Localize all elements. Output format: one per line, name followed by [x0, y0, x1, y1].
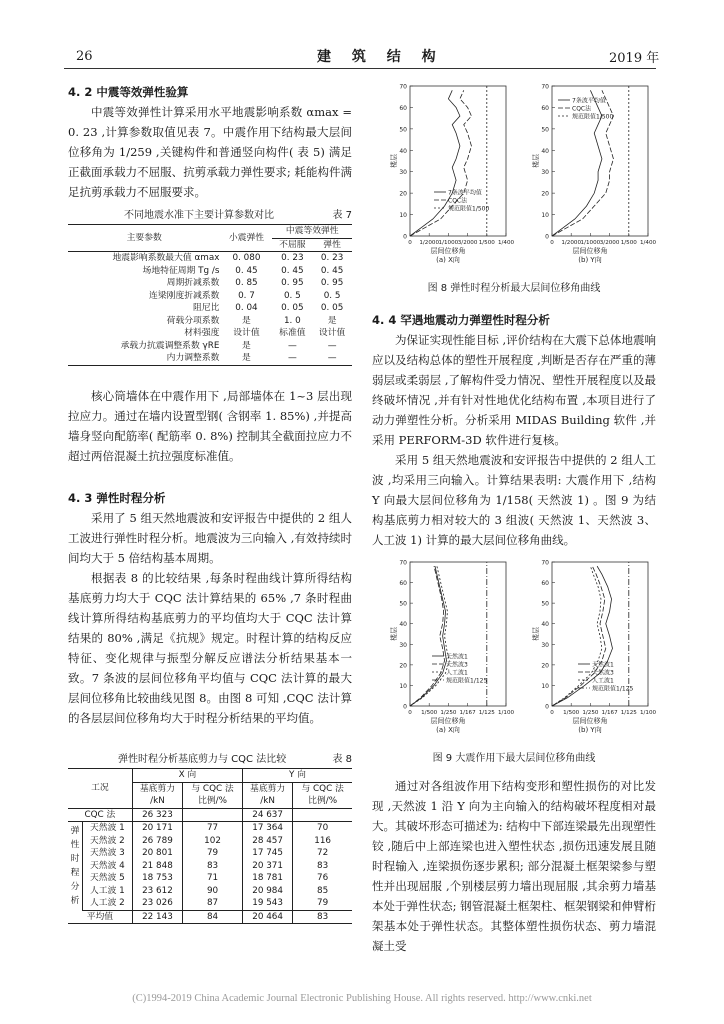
- table-8: [68, 750, 352, 924]
- table-cell: 1. 0: [283, 315, 301, 326]
- x-tick-label: 1/1000: [580, 240, 601, 246]
- table-cell: 承载力抗震调整系数 γRE: [120, 340, 220, 351]
- y-tick-label: 20: [541, 662, 549, 670]
- x-tick-label: 1/400: [497, 240, 515, 246]
- table-cell: 天然波 4: [83, 860, 133, 873]
- table-row: [68, 822, 352, 835]
- table-cell: 90: [183, 885, 243, 898]
- subfigure-label: (a) X向: [436, 256, 460, 264]
- table-row: [68, 897, 352, 910]
- table-row: [68, 252, 352, 265]
- y-tick-label: 50: [399, 126, 407, 134]
- table-cell: 0. 45: [235, 265, 258, 276]
- section-4-4-cont: [372, 776, 656, 956]
- figure-caption: 图 8 弹性时程分析最大层间位移角曲线: [427, 283, 601, 294]
- table-cell: 26 323: [132, 808, 182, 822]
- col-header: 小震弹性: [220, 225, 272, 252]
- table-cell: 83: [317, 911, 329, 922]
- table-cell: 20 464: [242, 910, 292, 924]
- table-cell: 17 364: [242, 822, 292, 835]
- x-tick-label: 1/125: [478, 710, 495, 716]
- series-line: [410, 90, 471, 236]
- col-header: 主要参数: [68, 225, 220, 252]
- table-cell: 116: [314, 835, 332, 846]
- x-tick-label: 0: [408, 710, 412, 716]
- col-header: 弹性: [312, 238, 352, 252]
- table-cell: 0. 05: [281, 303, 304, 314]
- y-tick-label: 10: [399, 212, 407, 220]
- section-heading: 4. 4 罕遇地震动力弹塑性时程分析: [372, 313, 550, 327]
- x-tick-label: 0: [408, 240, 412, 246]
- y-tick-label: 20: [399, 662, 407, 670]
- x-tick-label: 1/500: [478, 240, 495, 246]
- series-line: [410, 566, 446, 706]
- figure-9-chart: [372, 556, 656, 741]
- col-header: 比例/%: [293, 795, 352, 808]
- y-tick-label: 50: [541, 600, 549, 608]
- y-tick-label: 0: [403, 703, 407, 711]
- chart-panel: [531, 560, 656, 735]
- table-cell: 人工波 1: [83, 885, 133, 898]
- series-line: [410, 566, 445, 706]
- legend-label: CQC法: [448, 197, 468, 205]
- table-cell: 天然波 1: [83, 822, 133, 835]
- x-tick-label: 1/500: [421, 710, 438, 716]
- subfigure-label: (a) X向: [436, 726, 460, 734]
- x-tick-label: 0: [550, 710, 554, 716]
- table-label: 表 7: [332, 210, 352, 221]
- y-tick-label: 20: [541, 190, 549, 198]
- y-axis-label: 楼层: [532, 627, 540, 641]
- table-row: [68, 265, 352, 278]
- section-4-4: [372, 310, 656, 550]
- y-axis-label: 楼层: [390, 627, 398, 641]
- table-label: 表 8: [332, 754, 352, 765]
- table-cell: 内力调整系数: [166, 353, 220, 364]
- figure-8-chart: [372, 80, 656, 275]
- table-cell: 24 637: [242, 808, 292, 822]
- table-cell: 设计值: [233, 328, 260, 339]
- table-row: [68, 847, 352, 860]
- table-row: [68, 290, 352, 303]
- table-cell: 地震影响系数最大值 αmax: [112, 253, 220, 264]
- y-tick-label: 30: [399, 641, 407, 649]
- plot-frame: [410, 86, 506, 236]
- table-cell: 0. 45: [320, 265, 344, 276]
- table-cell: 22 143: [132, 910, 182, 924]
- table-cell: 荷载分项系数: [166, 315, 220, 326]
- col-header: /kN: [242, 795, 292, 808]
- y-tick-label: 0: [545, 703, 549, 711]
- y-tick-label: 70: [541, 559, 549, 567]
- journal-title: 建 筑 结 构: [317, 49, 444, 65]
- y-tick-label: 60: [399, 580, 407, 588]
- section-heading: 4. 2 中震等效弹性验算: [68, 85, 189, 99]
- table-cell: —: [287, 353, 297, 364]
- x-tick-label: 1/400: [639, 240, 656, 246]
- legend-label: 7条波平均值: [572, 97, 606, 105]
- legend-label: 天然波3: [446, 661, 468, 669]
- chart-panel: [531, 84, 656, 265]
- table-cell: 20 984: [242, 885, 292, 898]
- y-axis-label: 楼层: [390, 154, 398, 168]
- paragraph: 采用了 5 组天然地震波和安评报告中提供的 2 组人工波进行弹性时程分析。地震波为三向输入 ,有效持续时间均大于 5 倍结构基本周期。: [68, 511, 352, 565]
- x-tick-label: 3/2000: [599, 240, 620, 246]
- x-tick-label: 0: [550, 240, 554, 246]
- table-title: 不同地震水准下主要计算参数对比: [124, 210, 274, 221]
- table-cell: 0. 45: [281, 265, 304, 276]
- table-cell: 标准值: [279, 328, 306, 339]
- y-tick-label: 10: [541, 682, 549, 690]
- table-cell: 0. 05: [320, 303, 344, 314]
- x-axis-label: 层间位移角: [430, 717, 466, 725]
- legend-label: 天然波3: [592, 669, 614, 677]
- legend-label: 人工波1: [446, 669, 468, 677]
- table-cell: 阻尼比: [193, 303, 220, 314]
- paragraph: 为保证实现性能目标 ,评价结构在大震下总体地震响应以及结构总体的塑性开展程度 ,判断是否存在严重的薄弱层或柔弱层 ,了解构件受力情况、塑性开展程度以及最终破坏情况 ,并有针对性地优化结构布置 ,本项目进行了动力弹塑性分析。分析采用 MIDAS Building 软件 ,并采用 PERFORM-3D 软件进行复核。: [372, 333, 656, 447]
- copyright-footer: (C)1994-2019 China Academic Journal Electronic Publishing House. All rights reserved. http://www.cnki.net: [132, 993, 592, 1004]
- table-cell: 是: [242, 353, 251, 364]
- chart-panel: [389, 560, 514, 735]
- y-tick-label: 40: [541, 621, 549, 629]
- legend-label: 7条波平均值: [448, 189, 482, 197]
- x-tick-label: 1/125: [620, 710, 637, 716]
- x-tick-label: 1/250: [582, 710, 599, 716]
- x-tick-label: 1/100: [497, 710, 515, 716]
- table-row: [68, 885, 352, 898]
- col-header: 与 CQC 法: [183, 782, 243, 795]
- table-cell: 周期折减系数: [166, 278, 220, 289]
- table-cell: 23 612: [132, 885, 182, 898]
- x-axis-label: 层间位移角: [430, 247, 466, 255]
- table-row: [68, 302, 352, 315]
- y-tick-label: 0: [403, 233, 407, 241]
- y-tick-label: 10: [541, 212, 549, 220]
- table-cell: 材料强度: [184, 328, 220, 339]
- table-7: [68, 206, 352, 366]
- paragraph: 根据表 8 的比较结果 ,每条时程曲线计算所得结构基底剪力均大于 CQC 法计算结果的 65% ,7 条时程曲线计算所得结构基底剪力的平均值均大于 CQC 法计算结果的 80% ,满足《抗规》规定。时程计算的结构反应特征、变化规律与振型分解反应谱法分析结果基本一致。7 条波的层间位移角平均值与 CQC 法计算的最大层间位移角比较曲线见图 8。由图 8 可知 ,CQC 法计算的各层层间位移角均大于时程分析结果的平均值。: [68, 571, 352, 725]
- x-tick-label: 1/500: [563, 710, 580, 716]
- table-cell: CQC 法: [68, 808, 132, 822]
- table-cell: 20 801: [132, 847, 182, 860]
- table-cell: 28 457: [242, 835, 292, 848]
- y-tick-label: 50: [541, 126, 549, 134]
- table-cell: 84: [183, 910, 243, 924]
- y-tick-label: 0: [545, 233, 549, 241]
- table-cell: 83: [317, 860, 329, 871]
- legend-label: 规范限值1/125: [446, 677, 488, 685]
- y-axis-label: 楼层: [532, 154, 540, 168]
- table-cell: 79: [183, 847, 243, 860]
- table-cell: 70: [317, 823, 329, 834]
- table-cell: 是: [242, 315, 251, 326]
- col-header: /kN: [132, 795, 182, 808]
- table-row: [68, 860, 352, 873]
- col-header: 与 CQC 法: [301, 783, 344, 794]
- table-cell: 0. 85: [235, 278, 258, 289]
- table-cell: 87: [183, 897, 243, 910]
- figure-8: [372, 80, 656, 294]
- col-header: X 向: [132, 769, 242, 783]
- table-row: [68, 910, 352, 924]
- table-cell: 0. 95: [281, 278, 304, 289]
- table-cell: 18 753: [132, 872, 182, 885]
- y-tick-label: 60: [399, 104, 407, 112]
- x-tick-label: 1/2000: [419, 240, 440, 246]
- y-tick-label: 40: [399, 621, 407, 629]
- group-label: 弹性时程分析: [68, 822, 83, 911]
- table-cell: 场地特征周期 Tg /s: [142, 265, 220, 276]
- table-row: [68, 315, 352, 328]
- y-tick-label: 70: [399, 83, 407, 91]
- y-tick-label: 60: [541, 580, 549, 588]
- table-cell: 18 781: [242, 872, 292, 885]
- journal-year: 2019 年: [609, 51, 660, 66]
- table-cell: 0. 23: [281, 253, 304, 264]
- table-cell: 72: [317, 848, 329, 859]
- table-cell: 0. 7: [238, 290, 255, 301]
- section-heading: 4. 3 弹性时程分析: [68, 491, 166, 505]
- table-cell: 77: [183, 822, 243, 835]
- table-title: 弹性时程分析基底剪力与 CQC 法比较: [118, 754, 287, 765]
- col-header: 基底剪力: [132, 782, 182, 795]
- y-tick-label: 40: [399, 147, 407, 155]
- paragraph: 采用 5 组天然地震波和安评报告中提供的 2 组人工波 ,均采用三向输入。计算结果表明: 大震作用下 ,结构 Y 向最大层间位移角为 1/158( 天然波 1) 。图 9 为结构基底剪力相对较大的 3 组波( 天然波 1、天然波 3、人工波 1) 计算的最大层间位移角曲线。: [372, 453, 656, 547]
- table-cell: 设计值: [318, 328, 346, 339]
- col-header: 工况: [68, 769, 132, 809]
- paragraph: 通过对各组波作用下结构变形和塑性损伤的对比发现 ,天然波 1 沿 Y 向为主向输入的结构破坏程度相对最大。其破坏形态可描述为: 结构中下部连梁最先出现塑性铰 ,随后中上部连梁也进入塑性状态 ,损伤迅速发展且随时程输入 ,连梁损伤逐步累积; 部分混凝土框架梁参与塑性并出现屈服 ,个别楼层剪力墙出现屈服 ,其余剪力墙基本处于弹性状态; 钢管混凝土框架柱、框架钢梁和伸臂桁架基本处于弹性状态。其整体塑性损伤状态、剪力墙混凝土受: [372, 779, 656, 953]
- plot-frame: [552, 86, 648, 236]
- table-cell: 0. 23: [320, 253, 344, 264]
- table-row: [68, 835, 352, 848]
- col-header: Y 向: [242, 769, 352, 783]
- col-header: 基底剪力: [242, 782, 292, 795]
- table-cell: —: [327, 353, 337, 364]
- y-tick-label: 50: [399, 600, 407, 608]
- table-row: [68, 872, 352, 885]
- subfigure-label: (b) Y向: [578, 726, 602, 734]
- table-cell: 天然波 3: [83, 847, 133, 860]
- table-cell: [293, 808, 352, 822]
- y-tick-label: 40: [541, 147, 549, 155]
- y-tick-label: 30: [541, 641, 549, 649]
- table-cell: 0. 5: [323, 290, 341, 301]
- legend-label: 规范限值1/500: [448, 205, 490, 213]
- page-number: 26: [76, 49, 93, 64]
- table-cell: 71: [183, 872, 243, 885]
- paragraph: 中震等效弹性计算采用水平地震影响系数 αmax = 0. 23 ,计算参数取值见表 7。中震作用下结构最大层间位移角为 1/259 ,关键构件和普通竖向构件( 表 5) 满足正截面承载力不屈服、抗剪承载力弹性要求; 耗能构件满足抗剪承载力不屈服要求。: [68, 105, 352, 199]
- table-cell: 21 848: [132, 860, 182, 873]
- table-cell: 76: [317, 873, 329, 884]
- x-tick-label: 1/500: [620, 240, 637, 246]
- col-header: 不屈服: [272, 238, 312, 252]
- table-row: [68, 340, 352, 353]
- y-tick-label: 60: [541, 104, 549, 112]
- table-cell: [183, 808, 243, 822]
- series-line: [410, 90, 460, 236]
- table-cell: —: [327, 340, 337, 351]
- table-cell: 83: [183, 860, 243, 873]
- series-line: [410, 566, 449, 706]
- x-tick-label: 1/167: [601, 710, 618, 716]
- x-tick-label: 1/100: [639, 710, 656, 716]
- legend-label: 规范限值1/500: [572, 113, 614, 121]
- legend-label: 天然波1: [446, 653, 468, 661]
- table-cell: 0. 080: [232, 253, 261, 264]
- legend-label: 人工波1: [592, 677, 614, 685]
- x-tick-label: 1/167: [459, 710, 476, 716]
- table-cell: 26 789: [132, 835, 182, 848]
- table-cell: 平均值: [68, 910, 132, 924]
- table-cell: 17 745: [242, 847, 292, 860]
- table-cell: 0. 04: [235, 303, 258, 314]
- y-tick-label: 30: [399, 169, 407, 177]
- table-row: [68, 327, 352, 340]
- table-cell: 是: [327, 315, 337, 326]
- table-cell: 79: [293, 897, 352, 910]
- table-cell: 连梁刚度折减系数: [149, 290, 220, 301]
- legend-label: CQC法: [572, 105, 592, 113]
- y-tick-label: 70: [399, 559, 407, 567]
- subfigure-label: (b) Y向: [578, 256, 602, 264]
- paragraph: 核心筒墙体在中震作用下 ,局部墙体在 1~3 层出现拉应力。通过在墙内设置型钢( 含钢率 1. 85%) ,并提高墙身竖向配筋率( 配筋率 0. 8%) 控制其全截面拉应力不超过两倍混凝土抗拉强度标准值。: [68, 389, 352, 463]
- table-cell: 20 171: [132, 822, 182, 835]
- header-rule: [64, 68, 656, 69]
- table-cell: 0. 95: [320, 278, 344, 289]
- figure-9: [372, 556, 656, 766]
- table-row: [68, 277, 352, 290]
- legend-label: 规范限值1/125: [592, 685, 634, 693]
- x-tick-label: 1/1000: [438, 240, 459, 246]
- table-cell: 20 371: [242, 860, 292, 873]
- x-axis-label: 层间位移角: [572, 247, 608, 255]
- table-cell: 人工波 2: [83, 897, 133, 910]
- y-tick-label: 30: [541, 169, 549, 177]
- y-tick-label: 10: [399, 682, 407, 690]
- col-header: 中震等效弹性: [272, 225, 352, 239]
- table-cell: 19 543: [242, 897, 292, 910]
- table-cell: 天然波 5: [83, 872, 133, 885]
- table-cell: 0. 5: [283, 290, 301, 301]
- col-header: 比例/%: [183, 795, 243, 808]
- table-cell: 是: [242, 340, 251, 351]
- table-cell: —: [287, 340, 297, 351]
- table-cell: 85: [317, 885, 329, 896]
- y-tick-label: 20: [399, 190, 407, 198]
- table-row: [68, 352, 352, 365]
- chart-panel: [389, 84, 514, 265]
- table-cell: 天然波 2: [83, 835, 133, 848]
- legend-label: 天然波1: [592, 661, 614, 669]
- x-tick-label: 3/2000: [457, 240, 478, 246]
- x-axis-label: 层间位移角: [572, 717, 608, 725]
- table-cell: 102: [183, 835, 243, 848]
- y-tick-label: 70: [541, 83, 549, 91]
- figure-caption: 图 9 大震作用下最大层间位移角曲线: [432, 753, 596, 764]
- table-cell: 23 026: [132, 897, 182, 910]
- section-4-3: [68, 488, 352, 728]
- core-paragraph-block: [68, 386, 352, 466]
- x-tick-label: 1/2000: [561, 240, 582, 246]
- section-4-2: [68, 82, 352, 202]
- x-tick-label: 1/250: [440, 710, 457, 716]
